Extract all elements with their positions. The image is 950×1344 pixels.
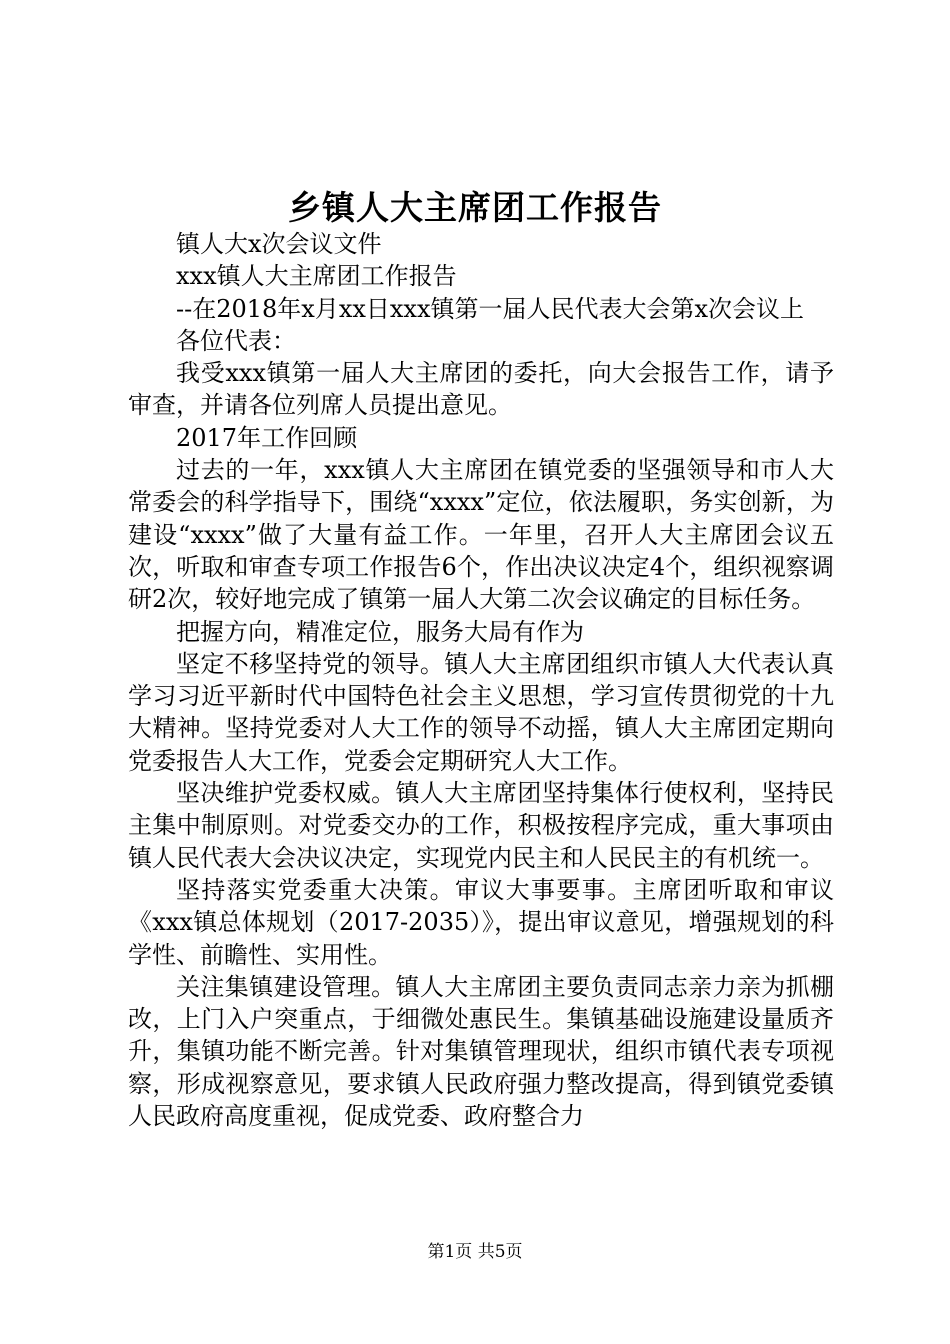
document-title: 乡镇人大主席团工作报告 [288,188,662,227]
paragraph-intro: 我受xxx镇第一届人大主席团的委托，向大会报告工作，请予审查，并请各位列席人员提出意见。 [128,359,834,420]
paragraph-report-name: xxx镇人大主席团工作报告 [176,262,457,291]
paragraph-party-authority: 坚决维护党委权威。镇人大主席团坚持集体行使权利，坚持民主集中制原则。对党委交办的工作，积极按程序完成，重大事项由镇人民代表大会决议决定，实现党内民主和人民民主的有机统一。 [128,779,834,872]
paragraph-review-summary: 过去的一年，xxx镇人大主席团在镇党委的坚强领导和市人大常委会的科学指导下，围绕“xxxx”定位，依法履职，务实创新，为建设“xxxx”做了大量有益工作。一年里，召开人大主席团会议五次，听取和审查专项工作报告6个，作出决议决定4个，组织视察调研2次，较好地完成了镇第一届人大第二次会议确定的目标任务。 [128,456,834,614]
paragraph-major-decisions: 坚持落实党委重大决策。审议大事要事。主席团听取和审议《xxx镇总体规划（2017-2035）》，提出审议意见，增强规划的科学性、前瞻性、实用性。 [128,875,834,969]
paragraph-meeting-file: 镇人大x次会议文件 [176,230,382,258]
paragraph-party-leadership: 坚定不移坚持党的领导。镇人大主席团组织市镇人大代表认真学习习近平新时代中国特色社会主义思想，学习宣传贯彻党的十九大精神。坚持党委对人大工作的领导不动摇，镇人大主席团定期向党委报告人大工作，党委会定期研究人大工作。 [128,649,834,775]
paragraph-meeting-date: --在2018年x月xx日xxx镇第一届人民代表大会第x次会议上 [176,294,805,323]
paragraph-town-construction: 关注集镇建设管理。镇人大主席团主要负责同志亲力亲为抓棚改，上门入户突重点，于细微处惠民生。集镇基础设施建设量质齐升，集镇功能不断完善。针对集镇管理现状，组织市镇代表专项视察，形成视察意见，要求镇人民政府强力整改提高，得到镇党委镇人民政府高度重视，促成党委、政府整合力 [128,972,834,1131]
page-number: 第1页 共5页 [427,1242,523,1262]
paragraph-salutation: 各位代表： [176,326,296,355]
section-heading-direction: 把握方向，精准定位，服务大局有作为 [176,617,584,646]
document-body [128,228,834,1132]
section-heading-review: 2017年工作回顾 [176,423,358,452]
